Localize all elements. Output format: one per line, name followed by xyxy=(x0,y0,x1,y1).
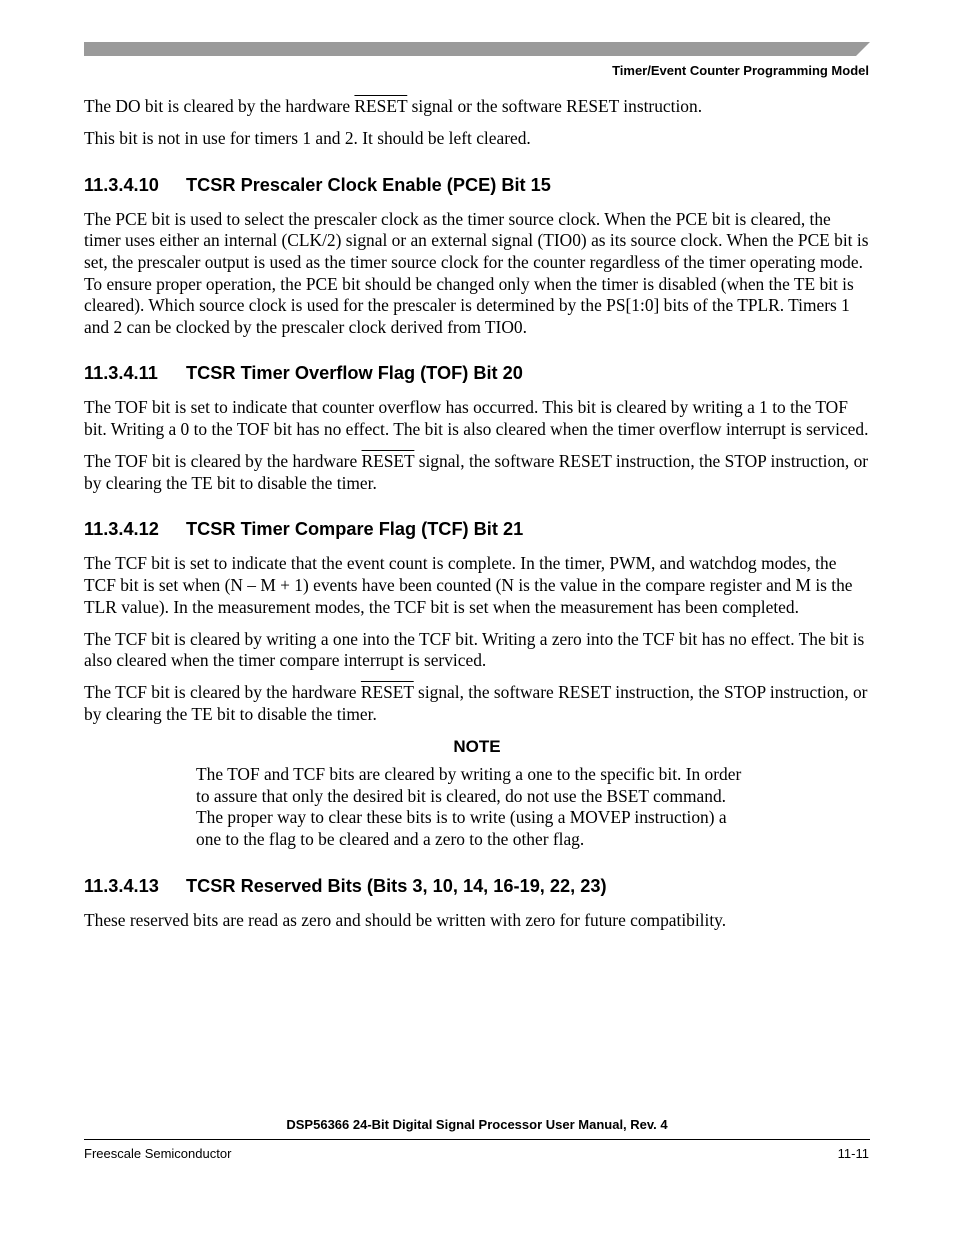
section-number: 11.3.4.12 xyxy=(84,519,159,540)
section-title: TCSR Reserved Bits (Bits 3, 10, 14, 16-19, 22, 23) xyxy=(186,875,607,896)
section-number: 11.3.4.10 xyxy=(84,174,159,195)
section-heading-pce xyxy=(84,174,870,196)
section-title: TCSR Prescaler Clock Enable (PCE) Bit 15 xyxy=(186,174,551,195)
section-number: 11.3.4.13 xyxy=(84,875,159,896)
pce-paragraph: The PCE bit is used to select the prescaler clock as the timer source clock. When the PCE bit is cleared, the timer uses either an internal (CLK/2) signal or an external signal (TIO0) as its source clock. When the PCE bit is set, the prescaler output is used as the timer source clock for the counter regardless of the timer operating mode. To ensure proper operation, the PCE bit should be changed only when the timer is disabled (when the TE bit is cleared). Which source clock is used for the prescaler is determined by the PS[1:0] bits of the TPLR. Timers 1 and 2 can be clocked by the prescaler clock derived from TIO0. xyxy=(84,208,869,337)
reserved-paragraph: These reserved bits are read as zero and should be written with zero for future compatibility. xyxy=(84,909,727,930)
reset-signal-overbar: RESET xyxy=(354,96,408,116)
footer-document-title: DSP56366 24-Bit Digital Signal Processor User Manual, Rev. 4 xyxy=(286,1117,668,1132)
footer-page-number: 11-11 xyxy=(837,1146,869,1161)
reset-signal-overbar: RESET xyxy=(360,682,414,703)
section-heading-reserved xyxy=(84,875,870,897)
footer-divider xyxy=(84,1139,870,1140)
running-head: Timer/Event Counter Programming Model xyxy=(612,63,869,78)
note-body: The TOF and TCF bits are cleared by writing a one to the specific bit. In order to assure that only the desired bit is cleared, do not use the BSET command. The proper way to clear these bits is to write (using a MOVEP instruction) a one to the flag to be cleared and a zero to the other flag. xyxy=(196,764,742,850)
reset-signal-overbar: RESET xyxy=(361,451,415,472)
header-bar xyxy=(84,42,870,56)
note-title: NOTE xyxy=(453,737,501,757)
section-title: TCSR Timer Overflow Flag (TOF) Bit 20 xyxy=(186,363,523,384)
tcf-paragraph-1: The TCF bit is set to indicate that the event count is complete. In the timer, PWM, and watchdog modes, the TCF bit is set when (N – M + 1) events have been counted (N is the value in the compare register and M is the TLR value). In the measurement modes, the TCF bit is set when the measurement has been completed. xyxy=(84,553,853,617)
page-body xyxy=(84,96,870,942)
section-heading-tof xyxy=(84,362,870,384)
tcf-paragraph-2: The TCF bit is cleared by writing a one into the TCF bit. Writing a zero into the TCF bit has no effect. The bit is also cleared when the timer compare interrupt is serviced. xyxy=(84,628,865,671)
footer-company: Freescale Semiconductor xyxy=(84,1146,232,1161)
tof-paragraph-1: The TOF bit is set to indicate that counter overflow has occurred. This bit is cleared by writing a 1 to the TOF bit. Writing a 0 to the TOF bit has no effect. The bit is also cleared when the timer overflow interrupt is serviced. xyxy=(84,397,869,439)
section-number: 11.3.4.11 xyxy=(84,363,158,384)
tof-paragraph-2: The TOF bit is cleared by the hardware RESET signal, the software RESET instruction, the STOP instruction, or by clearing the TE bit to disable the timer. xyxy=(84,451,869,493)
section-title: TCSR Timer Compare Flag (TCF) Bit 21 xyxy=(186,519,524,540)
section-heading-tcf xyxy=(84,518,870,540)
intro-paragraph-1: The DO bit is cleared by the hardware RESET signal or the software RESET instruction. xyxy=(84,96,703,116)
tcf-paragraph-3: The TCF bit is cleared by the hardware RESET signal, the software RESET instruction, the STOP instruction, or by clearing the TE bit to disable the timer. xyxy=(84,682,868,725)
intro-paragraph-2: This bit is not in use for timers 1 and 2. It should be left cleared. xyxy=(84,128,531,149)
